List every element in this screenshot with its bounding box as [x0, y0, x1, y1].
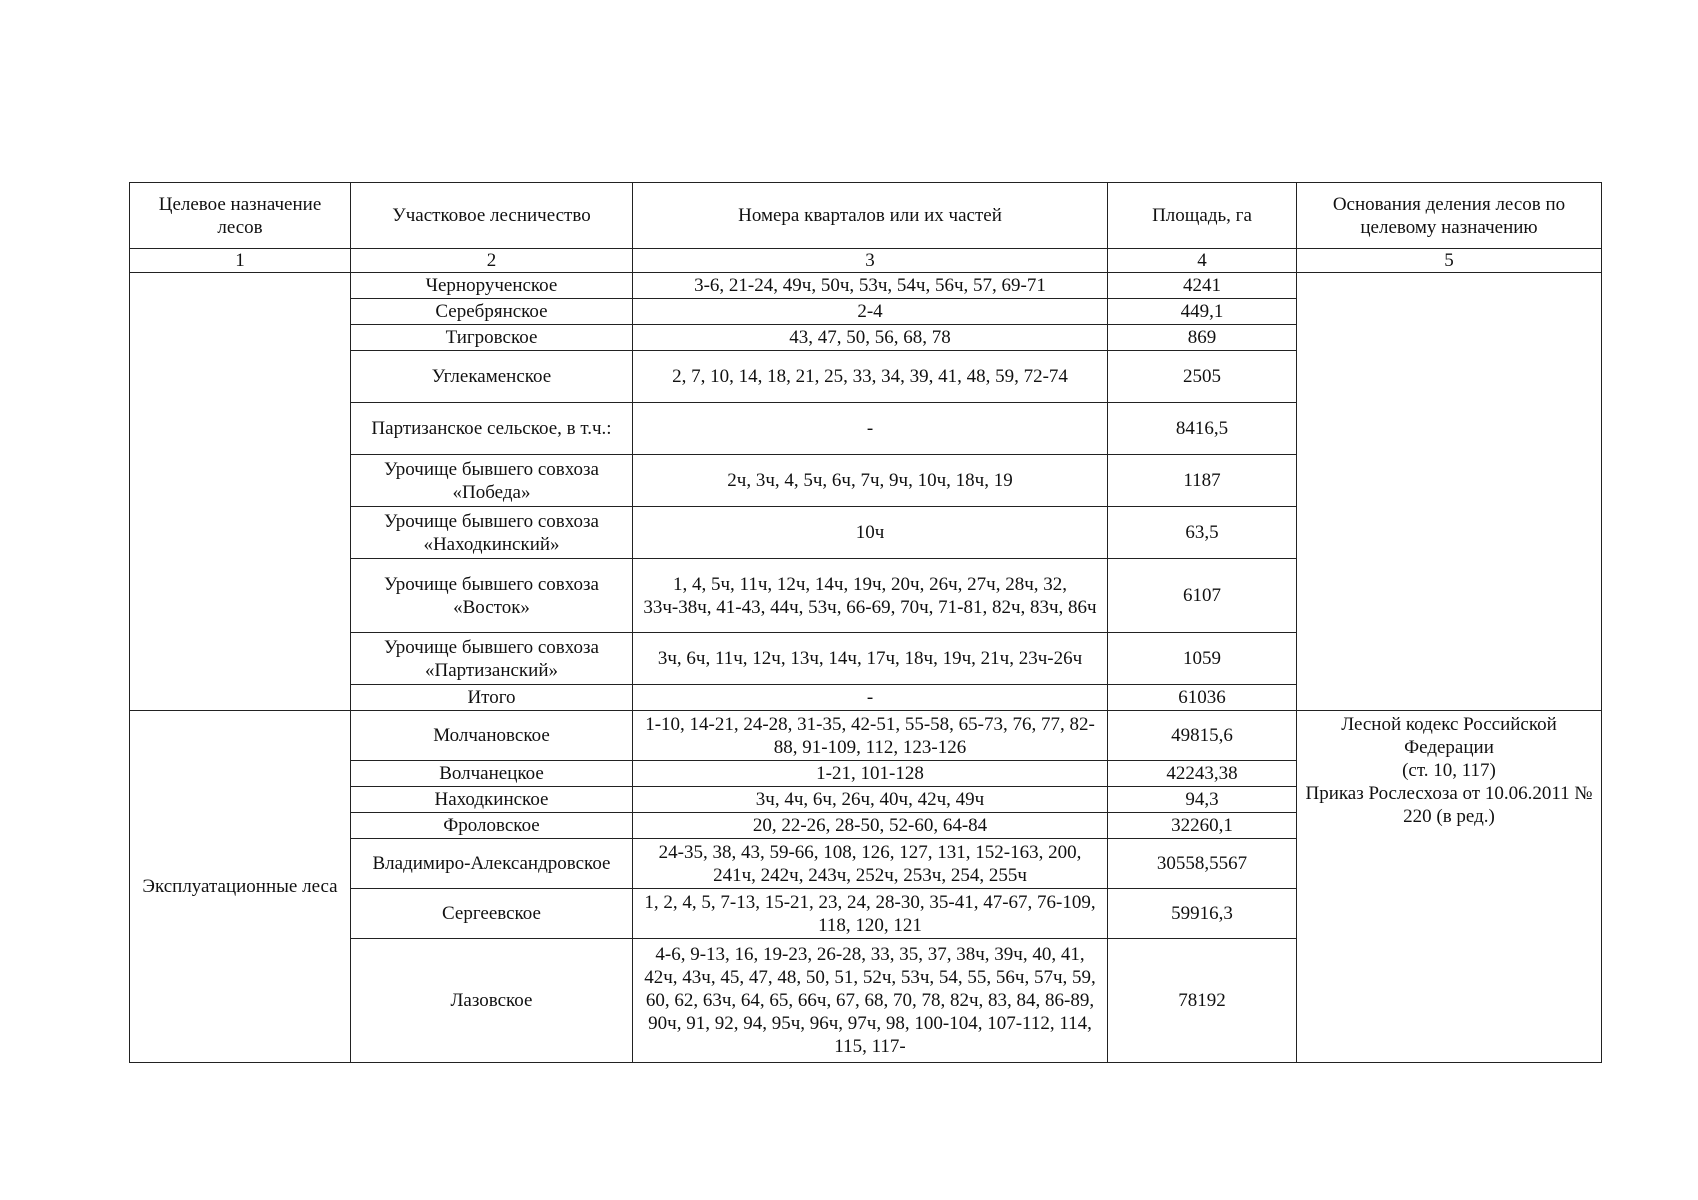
quarters-cell: 1-21, 101-128	[633, 761, 1108, 787]
header-purpose: Целевое назначение лесов	[130, 183, 351, 249]
quarters-cell: 1, 4, 5ч, 11ч, 12ч, 14ч, 19ч, 20ч, 26ч, 27ч, 28ч, 32, 33ч-38ч, 41-43, 44ч, 53ч, 66-69, 70ч, 71-81, 82ч, 83ч, 86ч	[633, 559, 1108, 633]
column-number: 5	[1297, 249, 1602, 273]
purpose-exploitation: Эксплуатационные леса	[130, 711, 351, 1063]
header-row	[130, 183, 1602, 249]
column-number: 2	[351, 249, 633, 273]
area-cell: 63,5	[1108, 507, 1297, 559]
column-number-row	[130, 249, 1602, 273]
forestry-cell: Молчановское	[351, 711, 633, 761]
quarters-cell: 20, 22-26, 28-50, 52-60, 64-84	[633, 813, 1108, 839]
area-cell: 32260,1	[1108, 813, 1297, 839]
basis-cell-blank	[1297, 273, 1602, 711]
area-cell: 6107	[1108, 559, 1297, 633]
table-row	[130, 711, 1602, 761]
quarters-cell: 2-4	[633, 299, 1108, 325]
area-cell: 4241	[1108, 273, 1297, 299]
header-basis: Основания деления лесов по целевому назначению	[1297, 183, 1602, 249]
forestry-cell: Серебрянское	[351, 299, 633, 325]
quarters-cell: 10ч	[633, 507, 1108, 559]
total-label: Итого	[351, 685, 633, 711]
column-number: 3	[633, 249, 1108, 273]
column-number: 4	[1108, 249, 1297, 273]
forestry-cell: Владимиро-Александровское	[351, 839, 633, 889]
area-cell: 1059	[1108, 633, 1297, 685]
quarters-cell: 3ч, 4ч, 6ч, 26ч, 40ч, 42ч, 49ч	[633, 787, 1108, 813]
forestry-cell: Партизанское сельское, в т.ч.:	[351, 403, 633, 455]
quarters-cell: 1, 2, 4, 5, 7-13, 15-21, 23, 24, 28-30, 35-41, 47-67, 76-109, 118, 120, 121	[633, 889, 1108, 939]
forestry-cell: Урочище бывшего совхоза «Восток»	[351, 559, 633, 633]
quarters-cell: -	[633, 403, 1108, 455]
area-cell: 42243,38	[1108, 761, 1297, 787]
forestry-cell: Урочище бывшего совхоза «Находкинский»	[351, 507, 633, 559]
quarters-cell: 3-6, 21-24, 49ч, 50ч, 53ч, 54ч, 56ч, 57, 69-71	[633, 273, 1108, 299]
area-cell: 8416,5	[1108, 403, 1297, 455]
forestry-cell: Волчанецкое	[351, 761, 633, 787]
quarters-cell: 2, 7, 10, 14, 18, 21, 25, 33, 34, 39, 41, 48, 59, 72-74	[633, 351, 1108, 403]
forestry-cell: Фроловское	[351, 813, 633, 839]
quarters-cell: 24-35, 38, 43, 59-66, 108, 126, 127, 131, 152-163, 200, 241ч, 242ч, 243ч, 252ч, 253ч, 254, 255ч	[633, 839, 1108, 889]
column-number: 1	[130, 249, 351, 273]
basis-articles: (ст. 10, 117)	[1402, 760, 1496, 781]
purpose-cell-blank	[130, 273, 351, 711]
forestry-cell: Урочище бывшего совхоза «Партизанский»	[351, 633, 633, 685]
quarters-cell: 3ч, 6ч, 11ч, 12ч, 13ч, 14ч, 17ч, 18ч, 19ч, 21ч, 23ч-26ч	[633, 633, 1108, 685]
quarters-cell: 1-10, 14-21, 24-28, 31-35, 42-51, 55-58, 65-73, 76, 77, 82-88, 91-109, 112, 123-126	[633, 711, 1108, 761]
total-quarters: -	[633, 685, 1108, 711]
area-cell: 59916,3	[1108, 889, 1297, 939]
forestry-cell: Находкинское	[351, 787, 633, 813]
forestry-cell: Урочище бывшего совхоза «Победа»	[351, 455, 633, 507]
forestry-cell: Тигровское	[351, 325, 633, 351]
forestry-cell: Сергеевское	[351, 889, 633, 939]
area-cell: 30558,5567	[1108, 839, 1297, 889]
quarters-cell: 2ч, 3ч, 4, 5ч, 6ч, 7ч, 9ч, 10ч, 18ч, 19	[633, 455, 1108, 507]
area-cell: 49815,6	[1108, 711, 1297, 761]
header-area: Площадь, га	[1108, 183, 1297, 249]
total-area: 61036	[1108, 685, 1297, 711]
area-cell: 94,3	[1108, 787, 1297, 813]
basis-order: Приказ Рослесхоза от 10.06.2011 № 220 (в ред.)	[1305, 783, 1593, 827]
forestry-cell: Чернорученское	[351, 273, 633, 299]
table-row	[130, 273, 1602, 299]
quarters-cell: 43, 47, 50, 56, 68, 78	[633, 325, 1108, 351]
area-cell: 78192	[1108, 939, 1297, 1063]
forestry-cell: Лазовское	[351, 939, 633, 1063]
area-cell: 449,1	[1108, 299, 1297, 325]
basis-code: Лесной кодекс Российской Федерации	[1341, 714, 1557, 758]
basis-cell	[1297, 711, 1602, 1063]
area-cell: 1187	[1108, 455, 1297, 507]
forestry-cell: Углекаменское	[351, 351, 633, 403]
header-forestry: Участковое лесничество	[351, 183, 633, 249]
header-quarters: Номера кварталов или их частей	[633, 183, 1108, 249]
area-cell: 869	[1108, 325, 1297, 351]
area-cell: 2505	[1108, 351, 1297, 403]
forest-purpose-table	[129, 182, 1602, 1063]
quarters-cell: 4-6, 9-13, 16, 19-23, 26-28, 33, 35, 37, 38ч, 39ч, 40, 41, 42ч, 43ч, 45, 47, 48, 50, 51, 52ч, 53ч, 54, 55, 56ч, 57ч, 59, 60, 62, 63ч, 64, 65, 66ч, 67, 68, 70, 78, 82ч, 83, 84, 86-89, 90ч, 91, 92, 94, 95ч, 96ч, 97ч, 98, 100-104, 107-112, 114, 115, 117-	[633, 939, 1108, 1063]
